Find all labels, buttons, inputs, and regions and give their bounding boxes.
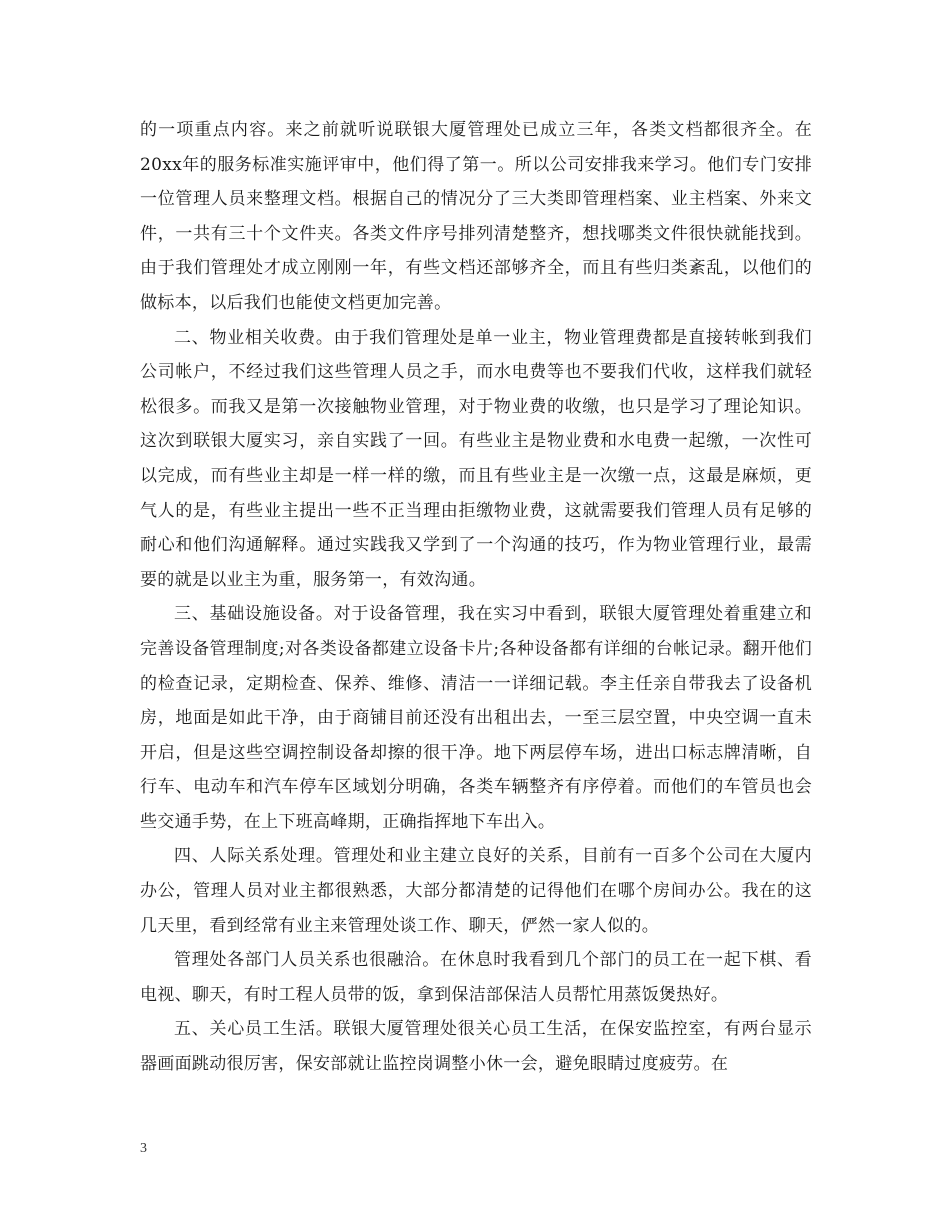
document-body — [140, 113, 812, 1082]
paragraph-facilities-equipment: 三、基础设施设备。对于设备管理，我在实习中看到，联银大厦管理处着重建立和完善设备管理制度;对各类设备都建立设备卡片;各种设备都有详细的台帐记录。翻开他们的检查记录，定期检查、保养、维修、清洁一一详细记载。李主任亲自带我去了设备机房，地面是如此干净，由于商铺目前还没有出租出去，一至三层空置，中央空调一直未开启，但是这些空调控制设备却擦的很干净。地下两层停车场，进出口标志牌清晰，自行车、电动车和汽车停车区域划分明确，各类车辆整齐有序停着。而他们的车管员也会些交通手势，在上下班高峰期，正确指挥地下车出入。 — [140, 604, 812, 832]
paragraph-interpersonal-relations: 四、人际关系处理。管理处和业主建立良好的关系，目前有一百多个公司在大厦内办公，管理人员对业主都很熟悉，大部分都清楚的记得他们在哪个房间办公。我在的这几天里，看到经常有业主来管理处谈工作、聊天，俨然一家人似的。 — [140, 846, 812, 936]
paragraph-department-relations: 管理处各部门人员关系也很融洽。在休息时我看到几个部门的员工在一起下棋、看电视、聊天，有时工程人员带的饭，拿到保洁部保洁人员帮忙用蒸饭煲热好。 — [140, 950, 812, 1005]
paragraph-archives-continued: 的一项重点内容。来之前就听说联银大厦管理处已成立三年，各类文档都很齐全。在20xx年的服务标准实施评审中，他们得了第一。所以公司安排我来学习。他们专门安排一位管理人员来整理文档。根据自己的情况分了三大类即管理档案、业主档案、外来文件，一共有三十个文件夹。各类文件序号排列清楚整齐，想找哪类文件很快就能找到。由于我们管理处才成立刚刚一年，有些文档还部够齐全，而且有些归类紊乱，以他们的做标本，以后我们也能使文档更加完善。 — [140, 120, 812, 313]
paragraph-employee-care: 五、关心员工生活。联银大厦管理处很关心员工生活，在保安监控室，有两台显示器画面跳动很厉害，保安部就让监控岗调整小休一会，避免眼睛过度疲劳。在 — [140, 1019, 812, 1075]
page-number: 3 — [140, 1141, 147, 1156]
paragraph-property-fees: 二、物业相关收费。由于我们管理处是单一业主，物业管理费都是直接转帐到我们公司帐户，不经过我们这些管理人员之手，而水电费等也不要我们代收，这样我们就轻松很多。而我又是第一次接触物业管理，对于物业费的收缴，也只是学习了理论知识。这次到联银大厦实习，亲自实践了一回。有些业主是物业费和水电费一起缴，一次性可以完成，而有些业主却是一样一样的缴，而且有些业主是一次缴一点，这最是麻烦，更气人的是，有些业主提出一些不正当理由拒缴物业费，这就需要我们管理人员有足够的耐心和他们沟通解释。通过实践我又学到了一个沟通的技巧，作为物业管理行业，最需要的就是以业主为重，服务第一，有效沟通。 — [140, 327, 812, 590]
